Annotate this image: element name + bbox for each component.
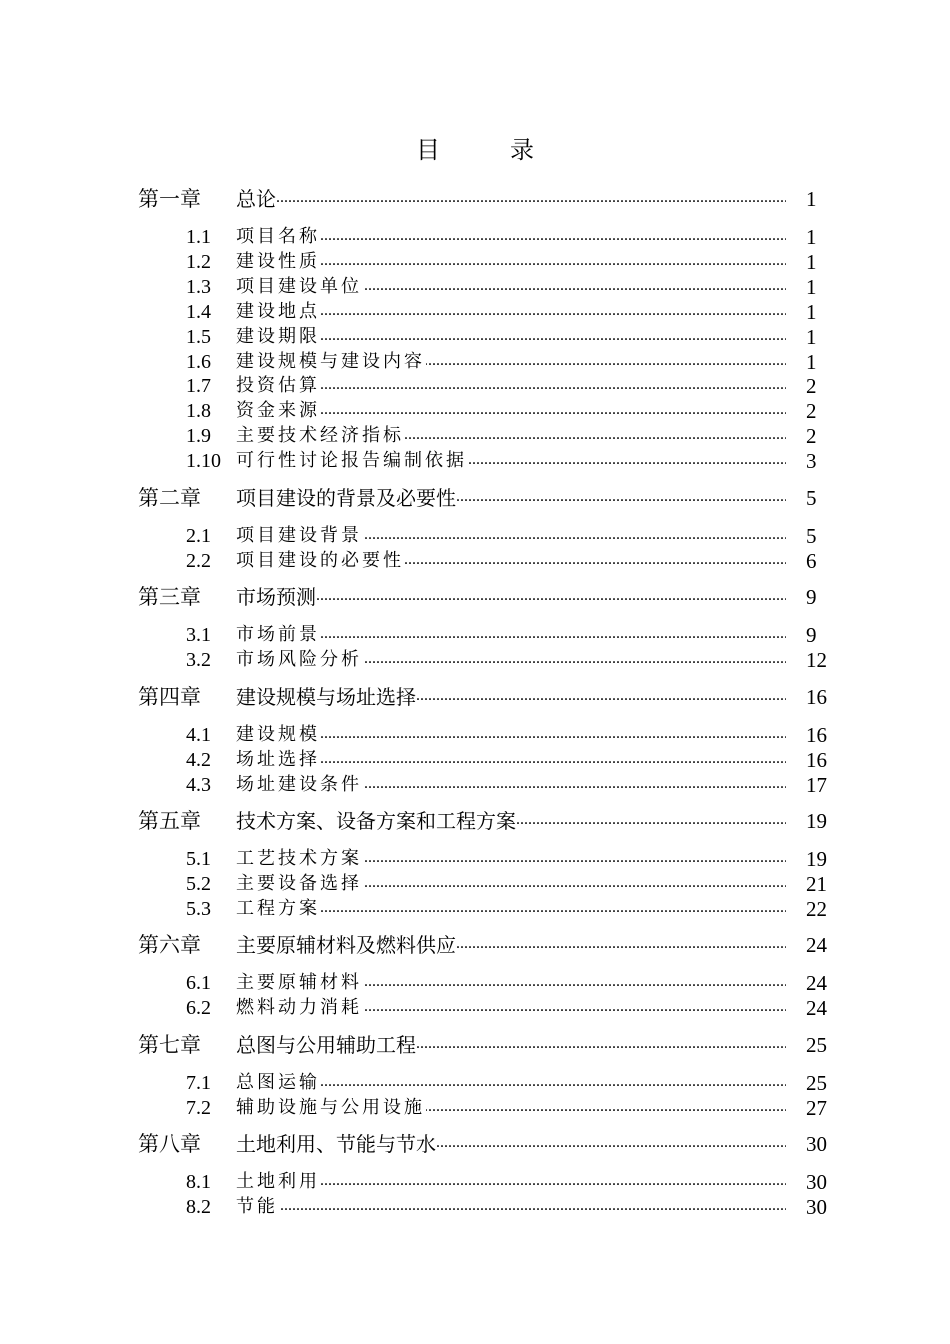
section-title: 项目建设背景 xyxy=(236,525,362,546)
toc-section-entry[interactable] xyxy=(0,274,950,300)
toc-section-entry[interactable] xyxy=(0,622,950,648)
chapter-title: 项目建设的背景及必要性 xyxy=(236,486,456,510)
chapter-page-number: 19 xyxy=(806,809,827,833)
toc-title-right: 录 xyxy=(510,136,534,164)
section-leader xyxy=(236,647,786,673)
chapter-leader xyxy=(236,1032,786,1058)
toc-chapter-entry[interactable] xyxy=(0,186,950,212)
section-leader xyxy=(236,896,786,922)
section-title: 建设地点 xyxy=(236,300,320,322)
chapter-title: 总图与公用辅助工程 xyxy=(236,1033,416,1057)
toc-section-entry[interactable] xyxy=(0,299,950,325)
chapter-leader xyxy=(236,186,786,212)
toc-section-entry[interactable] xyxy=(0,324,950,350)
section-number: 1.6 xyxy=(186,350,211,373)
toc-section-entry[interactable] xyxy=(0,647,950,673)
section-page-number: 12 xyxy=(806,647,827,672)
chapter-page-number: 16 xyxy=(806,685,827,709)
chapter-label: 第五章 xyxy=(138,809,201,833)
chapter-label: 第六章 xyxy=(138,933,201,957)
toc-section-entry[interactable] xyxy=(0,373,950,399)
section-number: 8.1 xyxy=(186,1171,211,1193)
section-leader xyxy=(236,398,786,424)
chapter-label: 第一章 xyxy=(138,187,201,211)
section-number: 1.1 xyxy=(186,226,211,248)
section-leader xyxy=(236,224,786,250)
section-title: 资金来源 xyxy=(236,400,320,422)
chapter-page-number: 30 xyxy=(806,1132,827,1156)
section-leader xyxy=(236,548,786,574)
chapter-label: 第二章 xyxy=(138,486,201,510)
section-page-number: 1 xyxy=(806,249,817,274)
section-number: 7.1 xyxy=(186,1072,211,1094)
section-title: 总图运输 xyxy=(236,1072,320,1093)
toc-chapter-entry[interactable] xyxy=(0,584,950,610)
toc-chapter-entry[interactable] xyxy=(0,932,950,958)
section-title: 建设规模与建设内容 xyxy=(236,350,425,372)
chapter-leader xyxy=(236,485,786,511)
toc-section-entry[interactable] xyxy=(0,398,950,424)
section-number: 5.1 xyxy=(186,848,211,870)
section-leader xyxy=(236,373,786,399)
section-title: 建设性质 xyxy=(236,250,320,272)
section-number: 5.3 xyxy=(186,897,211,920)
section-number: 4.2 xyxy=(186,748,211,771)
toc-section-entry[interactable] xyxy=(0,846,950,872)
section-title: 场址选择 xyxy=(236,748,320,770)
section-title: 建设期限 xyxy=(236,325,320,347)
section-leader xyxy=(236,523,786,549)
section-leader xyxy=(236,423,786,449)
section-title: 可行性讨论报告编制依据 xyxy=(236,450,467,472)
toc-chapter-entry[interactable] xyxy=(0,1032,950,1058)
section-number: 1.2 xyxy=(186,250,211,273)
toc-title xyxy=(0,134,950,166)
section-leader xyxy=(236,249,786,275)
chapter-page-number: 5 xyxy=(806,486,817,510)
section-title: 燃料动力消耗 xyxy=(236,996,362,1018)
toc-section-entry[interactable] xyxy=(0,423,950,449)
section-leader xyxy=(236,622,786,648)
toc-title-left: 目 xyxy=(416,136,440,164)
section-page-number: 27 xyxy=(806,1095,827,1120)
toc-chapter-entry[interactable] xyxy=(0,808,950,834)
chapter-page-number: 24 xyxy=(806,933,827,957)
section-number: 1.10 xyxy=(186,450,221,473)
toc-section-entry[interactable] xyxy=(0,995,950,1021)
section-number: 6.1 xyxy=(186,972,211,994)
toc-section-entry[interactable] xyxy=(0,747,950,773)
section-page-number: 30 xyxy=(806,1170,827,1194)
chapter-title: 土地利用、节能与节水 xyxy=(236,1132,436,1156)
section-page-number: 16 xyxy=(806,747,827,772)
section-leader xyxy=(236,324,786,350)
toc-section-entry[interactable] xyxy=(0,722,950,748)
section-title: 项目名称 xyxy=(236,226,320,247)
section-title: 节能 xyxy=(236,1195,278,1217)
toc-section-entry[interactable] xyxy=(0,871,950,897)
chapter-label: 第七章 xyxy=(138,1033,201,1057)
section-number: 2.1 xyxy=(186,525,211,547)
section-number: 1.7 xyxy=(186,375,211,398)
section-number: 4.3 xyxy=(186,773,211,796)
section-page-number: 22 xyxy=(806,896,827,921)
section-leader xyxy=(236,995,786,1021)
section-number: 8.2 xyxy=(186,1195,211,1218)
section-number: 1.5 xyxy=(186,325,211,348)
chapter-label: 第八章 xyxy=(138,1132,201,1156)
section-leader xyxy=(236,772,786,798)
chapter-leader xyxy=(236,808,786,834)
section-leader xyxy=(236,722,786,748)
toc-section-entry[interactable] xyxy=(0,896,950,922)
section-page-number: 2 xyxy=(806,424,817,449)
section-title: 辅助设施与公用设施 xyxy=(236,1096,425,1118)
section-title: 投资估算 xyxy=(236,375,320,397)
section-page-number: 9 xyxy=(806,623,817,647)
section-number: 1.4 xyxy=(186,300,211,323)
toc-section-entry[interactable] xyxy=(0,1169,950,1195)
section-title: 主要原辅材料 xyxy=(236,972,362,993)
section-leader xyxy=(236,846,786,872)
section-page-number: 25 xyxy=(806,1071,827,1095)
section-leader xyxy=(236,1070,786,1096)
toc-section-entry[interactable] xyxy=(0,1194,950,1220)
section-page-number: 24 xyxy=(806,971,827,995)
toc-section-entry[interactable] xyxy=(0,548,950,574)
section-number: 3.2 xyxy=(186,648,211,671)
section-leader xyxy=(236,1194,786,1220)
section-number: 4.1 xyxy=(186,724,211,746)
toc-section-entry[interactable] xyxy=(0,224,950,250)
section-page-number: 24 xyxy=(806,995,827,1020)
chapter-title: 市场预测 xyxy=(236,585,316,609)
chapter-title: 建设规模与场址选择 xyxy=(236,685,416,709)
section-title: 土地利用 xyxy=(236,1171,320,1192)
toc-section-entry[interactable] xyxy=(0,772,950,798)
section-title: 主要技术经济指标 xyxy=(236,425,404,447)
section-title: 工程方案 xyxy=(236,897,320,919)
toc-section-entry[interactable] xyxy=(0,349,950,375)
chapter-title: 主要原辅材料及燃料供应 xyxy=(236,933,456,957)
section-page-number: 1 xyxy=(806,349,817,374)
section-leader xyxy=(236,448,786,474)
section-title: 项目建设的必要性 xyxy=(236,549,404,571)
section-leader xyxy=(236,1095,786,1121)
section-page-number: 3 xyxy=(806,449,817,474)
toc-chapter-entry[interactable] xyxy=(0,485,950,511)
chapter-leader xyxy=(236,584,786,610)
chapter-label: 第三章 xyxy=(138,585,201,609)
section-leader xyxy=(236,1169,786,1195)
section-page-number: 1 xyxy=(806,225,817,249)
chapter-page-number: 1 xyxy=(806,187,817,211)
section-title: 场址建设条件 xyxy=(236,773,362,795)
section-page-number: 2 xyxy=(806,399,817,424)
section-number: 3.1 xyxy=(186,624,211,646)
toc-chapter-entry[interactable] xyxy=(0,684,950,710)
section-leader xyxy=(236,299,786,325)
section-page-number: 5 xyxy=(806,524,817,548)
section-leader xyxy=(236,747,786,773)
section-page-number: 19 xyxy=(806,847,827,871)
chapter-title: 总论 xyxy=(236,187,276,211)
section-number: 6.2 xyxy=(186,996,211,1019)
section-title: 建设规模 xyxy=(236,724,320,745)
toc-chapter-entry[interactable] xyxy=(0,1131,950,1157)
section-page-number: 1 xyxy=(806,299,817,324)
section-number: 7.2 xyxy=(186,1096,211,1119)
section-title: 主要设备选择 xyxy=(236,872,362,894)
section-number: 1.8 xyxy=(186,400,211,423)
section-leader xyxy=(236,871,786,897)
section-number: 1.9 xyxy=(186,425,211,448)
section-number: 5.2 xyxy=(186,872,211,895)
toc-section-entry[interactable] xyxy=(0,1095,950,1121)
section-page-number: 1 xyxy=(806,274,817,299)
section-leader xyxy=(236,349,786,375)
toc-section-entry[interactable] xyxy=(0,249,950,275)
section-title: 工艺技术方案 xyxy=(236,848,362,869)
chapter-label: 第四章 xyxy=(138,685,201,709)
section-leader xyxy=(236,970,786,996)
section-page-number: 1 xyxy=(806,324,817,349)
section-page-number: 16 xyxy=(806,723,827,747)
chapter-leader xyxy=(236,932,786,958)
section-page-number: 17 xyxy=(806,772,827,797)
section-number: 2.2 xyxy=(186,549,211,572)
section-page-number: 21 xyxy=(806,871,827,896)
chapter-page-number: 25 xyxy=(806,1033,827,1057)
chapter-leader xyxy=(236,1131,786,1157)
chapter-leader xyxy=(236,684,786,710)
section-title: 项目建设单位 xyxy=(236,275,362,297)
section-number: 1.3 xyxy=(186,275,211,298)
section-page-number: 30 xyxy=(806,1194,827,1219)
chapter-title: 技术方案、设备方案和工程方案 xyxy=(236,809,516,833)
section-leader xyxy=(236,274,786,300)
chapter-page-number: 9 xyxy=(806,585,817,609)
toc-section-entry[interactable] xyxy=(0,970,950,996)
toc-section-entry[interactable] xyxy=(0,523,950,549)
toc-section-entry[interactable] xyxy=(0,1070,950,1096)
section-page-number: 2 xyxy=(806,374,817,399)
toc-section-entry[interactable] xyxy=(0,448,950,474)
section-page-number: 6 xyxy=(806,548,817,573)
section-title: 市场前景 xyxy=(236,624,320,645)
section-title: 市场风险分析 xyxy=(236,648,362,670)
